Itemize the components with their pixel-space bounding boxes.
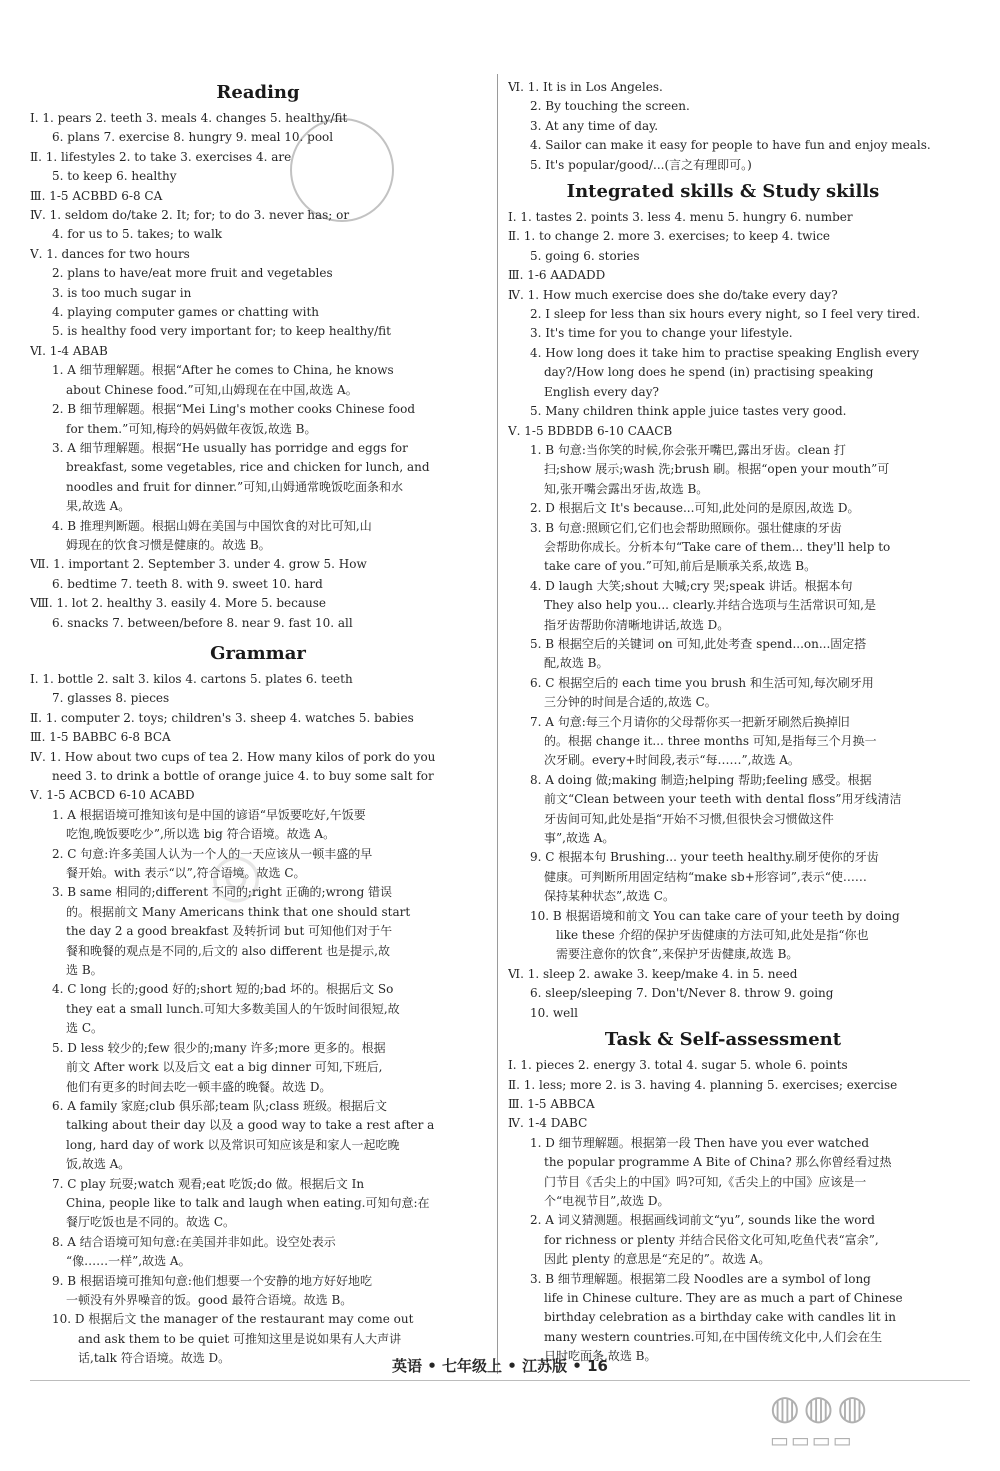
answer-line: China, people like to talk and laugh when eating.可知句意:在: [66, 1195, 430, 1210]
task-answers: [508, 1056, 938, 1367]
answer-line: 2. By touching the screen.: [530, 99, 690, 114]
answer-line: 3. B 细节理解题。根据第二段 Noodles are a symbol of long: [530, 1271, 871, 1286]
answer-line: like these 介绍的保护牙齿健康的方法可知,此处是指“你也: [556, 928, 869, 943]
answer-line: Ⅱ. 1. to change 2. more 3. exercises; to keep 4. twice: [508, 229, 831, 244]
answer-line: 4. How long does it take him to practise speaking English every: [530, 345, 920, 360]
answer-line: 次牙刷。every+时间段,表示“每……”,故选 A。: [544, 753, 800, 768]
section-title-grammar: Grammar: [210, 642, 306, 664]
answer-line: 的。根据 change it... three months 可知,是指每三个月换一: [544, 734, 877, 748]
answer-line: Ⅲ. 1-5 ABBCA: [508, 1096, 595, 1111]
answer-line: 健康。可判断所用固定结构“make sb+形容词”,表示“使……: [544, 869, 867, 884]
answer-line: 1. D 细节理解题。根据第一段 Then have you ever watched: [530, 1135, 870, 1150]
answer-line: 保持某种状态”,故选 C。: [544, 889, 675, 904]
answer-line: take care of you.”可知,前后是顺承关系,故选 B。: [544, 559, 817, 574]
footer-rule: [30, 1380, 970, 1381]
answer-line: 因此 plenty 的意思是“充足的”。故选 A。: [544, 1252, 771, 1267]
answer-line: 餐厅吃饭也是不同的。故选 C。: [66, 1215, 235, 1230]
answer-line: about Chinese food.”可知,山姆现在在中国,故选 A。: [66, 382, 358, 397]
answer-line: for them.”可知,梅玲的妈妈做年夜饭,故选 B。: [66, 421, 317, 436]
answer-line: 2. plans to have/eat more fruit and vegetables: [52, 266, 333, 281]
answer-line: Ⅱ. 1. lifestyles 2. to take 3. exercises 4. are: [30, 149, 292, 164]
answer-line: 扫;show 展示;wash 洗;brush 刷。根据“open your mouth”可: [544, 462, 890, 477]
answer-line: Ⅲ. 1-5 BABBC 6-8 BCA: [30, 730, 171, 745]
section-title-integrated: Integrated skills & Study skills: [566, 181, 880, 203]
answer-line: 9. B 根据语境可推知句意:他们想要一个安静的地方好好地吃: [52, 1273, 372, 1288]
answer-line: 1. A 根据语境可推知该句是中国的谚语“早饭要吃好,午饭要: [52, 807, 366, 822]
answer-line: 5. to keep 6. healthy: [52, 169, 177, 184]
watermark-logo: ◍◍◍ ▭▭▭▭: [770, 1388, 872, 1452]
answer-line: 2. I sleep for less than six hours every night, so I feel very tired.: [530, 307, 921, 322]
answer-line: 1. A 细节理解题。根据“After he comes to China, he knows: [52, 363, 394, 378]
answer-line: 个“电视节目”,故选 D。: [544, 1193, 670, 1208]
answer-line: 1. B 句意:当你笑的时候,你会张开嘴巴,露出牙齿。clean 打: [530, 442, 846, 457]
answer-line: Ⅱ. 1. computer 2. toys; children's 3. sheep 4. watches 5. babies: [30, 710, 414, 725]
answer-line: 10. B 根据语境和前文 You can take care of your teeth by doing: [530, 908, 900, 923]
grammar-answers: [30, 670, 486, 1369]
answer-line: 6. snacks 7. between/before 8. near 9. fast 10. all: [52, 615, 353, 630]
answer-line: 5. D less 较少的;few 很少的;many 许多;more 更多的。根据: [52, 1040, 386, 1055]
answer-line: need 3. to drink a bottle of orange juice 4. to buy some salt for: [52, 769, 434, 783]
answer-line: life in Chinese culture. They are as much a part of Chinese: [544, 1290, 903, 1305]
answer-line: many western countries.可知,在中国传统文化中,人们会在生: [544, 1329, 883, 1344]
answer-line: 8. A doing 做;making 制造;helping 帮助;feeling 感受。根据: [530, 772, 872, 787]
answer-line: Ⅰ. 1. bottle 2. salt 3. kilos 4. cartons 5. plates 6. teeth: [30, 671, 353, 686]
page-footer: 英语 • 七年级上 • 江苏版 • 16: [392, 1357, 608, 1375]
answer-line: the popular programme A Bite of China? 那么你曾经看过热: [544, 1155, 892, 1170]
answer-line: 牙齿间可知,此处是指“开始不习惯,但很快会习惯做这件: [544, 811, 834, 826]
section-title-reading: Reading: [216, 82, 300, 103]
answer-line: Ⅳ. 1-4 DABC: [508, 1116, 588, 1131]
answer-line: 饭,故选 A。: [66, 1157, 131, 1172]
column-divider: [497, 74, 498, 1374]
section-title-task: Task & Self-assessment: [604, 1029, 842, 1051]
answer-line: 4. Sailor can make it easy for people to have fun and enjoy meals.: [530, 138, 931, 153]
answer-line: 配,故选 B。: [544, 656, 609, 671]
answer-line: English every day?: [544, 384, 659, 399]
answer-line: 3. B same 相同的;different 不同的;right 正确的;wrong 错误: [52, 885, 393, 900]
answer-line: 5. going 6. stories: [530, 248, 640, 263]
answer-line: 姆现在的饮食习惯是健康的。故选 B。: [66, 537, 271, 552]
answer-line: Ⅳ. 1. How about two cups of tea 2. How many kilos of pork do you: [30, 749, 436, 764]
watermark-mark: ◎: [210, 840, 263, 910]
answer-line: 门节目《舌尖上的中国》吗?可知,《舌尖上的中国》应该是一: [544, 1174, 867, 1189]
answer-line: 3. It's time for you to change your lifestyle.: [530, 326, 793, 341]
answer-line: 8. A 结合语境可知句意:在美国并非如此。设空处表示: [52, 1234, 336, 1249]
answer-line: Ⅰ. 1. pears 2. teeth 3. meals 4. changes 5. healthy/fit: [30, 111, 348, 125]
answer-line: for richness or plenty 并结合民俗文化可知,吃鱼代表“富余”,: [544, 1232, 879, 1247]
answer-line: noodles and fruit for dinner.”可知,山姆通常晚饭吃面条和水: [66, 479, 404, 494]
answer-line: Ⅴ. 1. dances for two hours: [30, 246, 190, 261]
answer-line: 的。根据前文 Many Americans think that one should start: [66, 904, 411, 919]
answer-line: They also help you... clearly.并结合选项与生活常识可知,是: [544, 598, 876, 613]
answer-line: Ⅴ. 1-5 BDBDB 6-10 CAACB: [508, 423, 673, 438]
answer-line: 选 B。: [66, 963, 103, 978]
right-column: [508, 78, 938, 1367]
answer-line: 2. D 根据后文 It's because...可知,此处问的是原因,故选 D。: [530, 501, 860, 516]
answer-line: 一顿没有外界噪音的饭。good 最符合语境。故选 B。: [66, 1292, 353, 1307]
integrated-skills-answers: [508, 208, 938, 1023]
answer-line: 吃饱,晚饭要吃少”,所以选 big 符合语境。故选 A。: [66, 827, 336, 842]
answer-line: 10. D 根据后文 the manager of the restaurant may come out: [52, 1312, 414, 1327]
answer-line: Ⅳ. 1. seldom do/take 2. It; for; to do 3. never has; or: [30, 208, 350, 223]
answer-line: 4. C long 长的;good 好的;short 短的;bad 坏的。根据后文 So: [52, 982, 394, 997]
answer-line: 4. for us to 5. takes; to walk: [52, 227, 223, 242]
answer-line: 会帮助你成长。分析本句“Take care of them... they'll help to: [544, 539, 891, 554]
answer-line: 6. bedtime 7. teeth 8. with 9. sweet 10. hard: [52, 576, 323, 591]
answer-line: 5. B 根据空后的关键词 on 可知,此处考查 spend...on...固定搭: [530, 636, 867, 651]
answer-line: 日时吃面条,故选 B。: [544, 1349, 657, 1364]
answer-line: Ⅱ. 1. less; more 2. is 3. having 4. planning 5. exercises; exercise: [508, 1077, 898, 1092]
answer-line: 三分钟的时间是合适的,故选 C。: [544, 695, 717, 710]
answer-line: Ⅷ. 1. lot 2. healthy 3. easily 4. More 5. because: [30, 596, 327, 611]
answer-line: Ⅲ. 1-5 ACBBD 6-8 CA: [30, 188, 163, 203]
answer-line: 餐开始。with 表示“以”,符合语境。故选 C。: [66, 866, 306, 881]
answer-line: 10. well: [530, 1005, 578, 1020]
answer-line: day?/How long does he spend (in) practising speaking: [544, 365, 874, 380]
answer-line: 知,张开嘴会露出牙齿,故选 B。: [544, 481, 709, 496]
answer-line: long, hard day of work 以及常识可知应该是和家人一起吃晚: [66, 1137, 400, 1152]
answer-line: 7. glasses 8. pieces: [52, 691, 170, 706]
answer-line: 5. Many children think apple juice tastes very good.: [530, 404, 847, 419]
answer-line: and ask them to be quiet 可推知这里是说如果有人大声讲: [78, 1331, 402, 1346]
answer-line: 3. B 句意:照顾它们,它们也会帮助照顾你。强壮健康的牙齿: [530, 520, 842, 535]
answer-line: 4. D laugh 大笑;shout 大喊;cry 哭;speak 讲话。根据本句: [530, 578, 853, 593]
answer-line: Ⅰ. 1. pieces 2. energy 3. total 4. sugar 5. whole 6. points: [508, 1058, 848, 1073]
answer-line: 话,talk 符合语境。故选 D。: [78, 1351, 231, 1366]
answer-line: birthday celebration as a birthday cake with candles lit in: [544, 1310, 896, 1325]
answer-line: 6. C 根据空后的 each time you brush 和生活可知,每次刷牙用: [530, 675, 874, 690]
answer-line: talking about their day 以及 a good way to take a rest after a: [66, 1118, 435, 1133]
answer-line: 5. It's popular/good/...(言之有理即可。): [530, 157, 752, 172]
answer-line: Ⅳ. 1. How much exercise does she do/take every day?: [508, 287, 838, 302]
helper-stamp-logo: [290, 118, 394, 222]
answer-line: Ⅶ. 1. important 2. September 3. under 4. grow 5. How: [30, 557, 367, 572]
answer-line: 2. B 细节理解题。根据“Mei Ling's mother cooks Chinese food: [52, 402, 416, 417]
answer-line: Ⅵ. 1. sleep 2. awake 3. keep/make 4. in 5. need: [508, 966, 798, 981]
answer-line: 事”,故选 A。: [544, 831, 615, 846]
answer-line: 指牙齿帮助你清晰地讲话,故选 D。: [544, 617, 730, 632]
answer-line: 3. is too much sugar in: [52, 285, 192, 300]
answer-line: 前文“Clean between your teeth with dental floss”用牙线清洁: [544, 792, 902, 807]
answer-line: 9. C 根据本句 Brushing... your teeth healthy.刷牙使你的牙齿: [530, 850, 879, 865]
answer-line: the day 2 a good breakfast 及转折词 but 可知他们对于午: [66, 924, 393, 939]
answer-line: Ⅵ. 1-4 ABAB: [30, 343, 108, 358]
answer-line: 3. At any time of day.: [530, 118, 659, 133]
answer-line: 3. A 细节理解题。根据“He usually has porridge and eggs for: [52, 440, 408, 455]
answer-line: they eat a small lunch.可知大多数美国人的午饭时间很短,故: [66, 1001, 400, 1016]
answer-line: 前文 After work 以及后文 eat a big dinner 可知,下班后,: [66, 1060, 383, 1075]
answer-line: breakfast, some vegetables, rice and chicken for lunch, and: [66, 460, 430, 475]
answer-line: 2. C 句意:许多美国人认为一个人的一天应该从一顿丰盛的早: [52, 846, 373, 861]
answer-line: Ⅲ. 1-6 AADADD: [508, 268, 606, 283]
reading-continued-answers: [508, 78, 938, 175]
answer-line: 7. A 句意:每三个月请你的父母帮你买一把新牙刷然后换掉旧: [530, 714, 850, 729]
answer-line: 餐和晚餐的观点是不同的,后文的 also different 也是提示,故: [66, 943, 390, 958]
answer-line: 他们有更多的时间去吃一顿丰盛的晚餐。故选 D。: [66, 1079, 332, 1094]
answer-line: “像……一样”,故选 A。: [66, 1254, 191, 1269]
answer-line: 4. playing computer games or chatting with: [52, 305, 320, 320]
answer-line: 6. sleep/sleeping 7. Don't/Never 8. throw 9. going: [530, 986, 834, 1001]
answer-line: 6. plans 7. exercise 8. hungry 9. meal 10. pool: [52, 130, 334, 145]
answer-line: Ⅴ. 1-5 ACBCD 6-10 ACABD: [30, 788, 195, 803]
answer-line: 7. C play 玩耍;watch 观看;eat 吃饭;do 做。根据后文 In: [52, 1176, 365, 1191]
answer-line: Ⅰ. 1. tastes 2. points 3. less 4. menu 5. hungry 6. number: [508, 210, 853, 225]
answer-line: 需要注意你的饮食”,来保护牙齿健康,故选 B。: [556, 947, 799, 962]
answer-line: Ⅵ. 1. It is in Los Angeles.: [508, 80, 663, 94]
answer-line: 2. A 词义猜测题。根据画线词前文“yu”, sounds like the word: [530, 1213, 875, 1228]
answer-line: 6. A family 家庭;club 俱乐部;team 队;class 班级。根据后文: [52, 1098, 388, 1113]
answer-line: 5. is healthy food very important for; to keep healthy/fit: [52, 324, 391, 339]
left-column: [30, 78, 486, 1369]
reading-answers: [30, 109, 486, 633]
answer-line: 果,故选 A。: [66, 499, 131, 514]
answer-line: 选 C。: [66, 1021, 103, 1036]
answer-line: 4. B 推理判断题。根据山姆在美国与中国饮食的对比可知,山: [52, 518, 372, 533]
